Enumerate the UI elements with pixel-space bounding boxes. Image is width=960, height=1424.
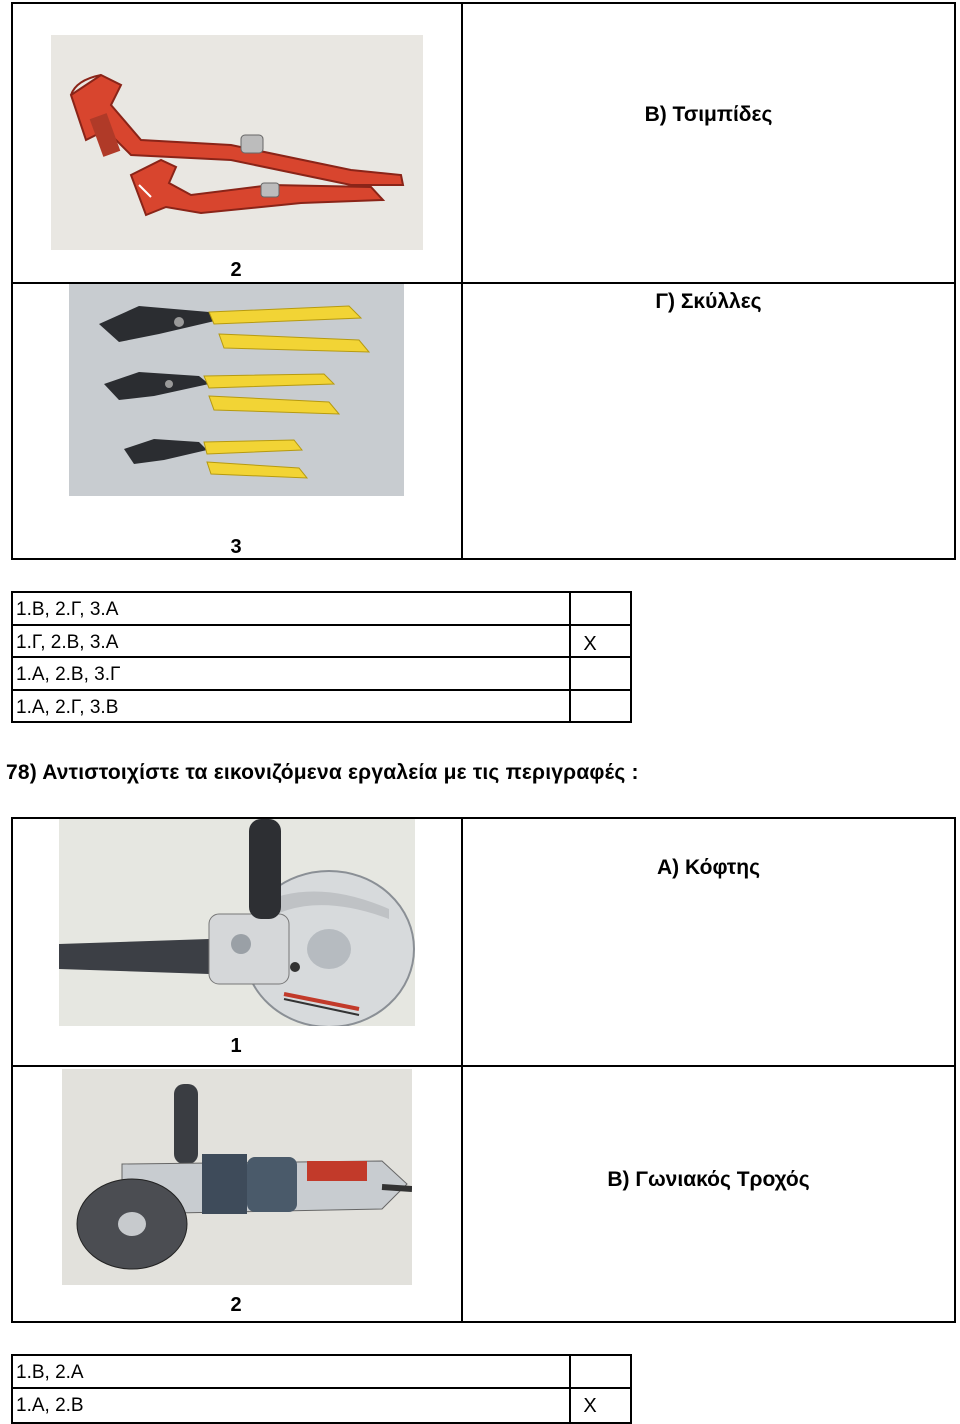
answer-option[interactable]: 1.Α, 2.Β [16,1395,84,1416]
question-heading: 78) Αντιστοιχίστε τα εικονιζόμενα εργαλεία με τις περιγραφές : [6,761,639,784]
answer-option[interactable]: 1.Β, 2.Α [16,1362,84,1383]
answer-option[interactable]: 1.Γ, 2.Β, 3.Α [16,632,119,653]
item-number: 1 [230,1035,242,1057]
description-label: Α) Κόφτης [656,856,761,879]
water-pump-pliers-photo-icon [69,284,404,496]
answer-mark[interactable]: Χ [583,1395,597,1417]
pipe-wrench-photo-icon [51,35,423,250]
item-number: 2 [230,259,242,281]
table2-divider [461,817,463,1323]
answer-option[interactable]: 1.Α, 2.Γ, 3.Β [16,697,119,718]
large-angle-grinder-photo-icon [59,819,415,1026]
description-label: Β) Γωνιακός Τροχός [607,1168,810,1191]
table2-row-divider [11,1065,956,1067]
description-label: Γ) Σκύλλες [655,290,762,313]
answer-row-divider [11,689,632,691]
small-angle-grinder-photo-icon [62,1069,412,1285]
answer-table-2 [11,1354,632,1424]
table1-divider [461,2,463,560]
item-number: 3 [230,536,242,558]
answer-row-divider [11,1387,632,1389]
answer-option[interactable]: 1.Α, 2.Β, 3.Γ [16,664,121,685]
answer-mark[interactable]: Χ [583,633,597,655]
answer-row-divider [11,656,632,658]
answer-row-divider [11,624,632,626]
item-number: 2 [230,1294,242,1316]
description-label: Β) Τσιμπίδες [644,103,773,126]
answer-option[interactable]: 1.Β, 2.Γ, 3.Α [16,599,119,620]
